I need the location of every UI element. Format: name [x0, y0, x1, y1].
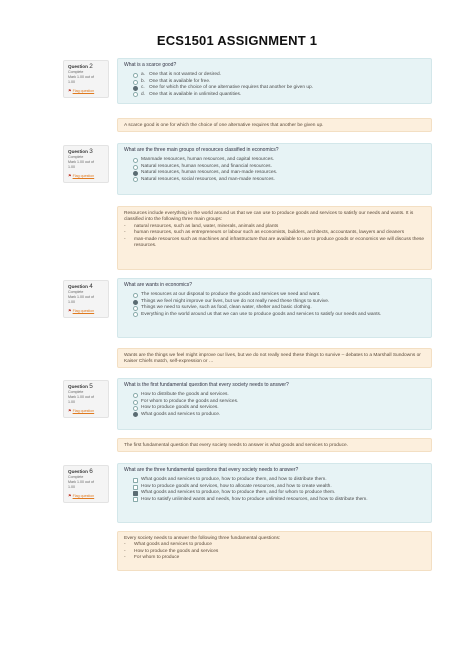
feedback-bullet: - human resources, such as entrepreneurs or labour such as economists, builders, architects, accountants, lawyers and cleaners — [124, 230, 405, 236]
answer-option[interactable]: Natural resources, social resources, and man-made resources. — [133, 177, 425, 183]
flag-icon: ⚑ — [68, 87, 72, 93]
radio-button[interactable] — [133, 400, 138, 405]
question-state: Complete — [68, 290, 84, 294]
question-number: 2 — [89, 63, 93, 70]
question-state: Complete — [68, 155, 84, 159]
question-panel — [117, 143, 432, 195]
question-text: What is a scarce good? — [124, 62, 177, 68]
answer-option[interactable]: Natural resources, human resources, and financial resources. — [133, 164, 425, 170]
flag-icon: ⚑ — [68, 407, 72, 413]
radio-button[interactable] — [133, 73, 138, 78]
feedback-panel — [117, 348, 432, 368]
answer-option[interactable]: b. One that is available for free. — [133, 79, 425, 85]
question-max-mark: 1.00 — [68, 300, 75, 305]
flag-question-link[interactable]: ⚑ Flag question — [68, 307, 95, 313]
question-state: Complete — [68, 70, 84, 74]
feedback-text: Wants are the things we feel might improve our lives, but we do not really need these things to survive – debates to a Marshall Sundowns or Kaiser Chiefs match, self-expression or … — [124, 353, 421, 365]
feedback-bullet: - What goods and services to produce — [124, 542, 212, 548]
question-info — [63, 145, 109, 183]
question-info — [63, 380, 109, 418]
radio-button[interactable] — [133, 306, 138, 311]
flag-question-link[interactable]: ⚑ Flag question — [68, 172, 95, 178]
answer-option[interactable]: c. One for which the choice of one alternative requires that another be given up. — [133, 85, 425, 91]
question-info — [63, 280, 109, 318]
question-number: 4 — [89, 283, 93, 290]
question-mark: Mark 1.00 out of — [68, 160, 94, 165]
flag-question-link[interactable]: ⚑ Flag question — [68, 87, 95, 93]
question-text: What is the first fundamental question that every society needs to answer? — [124, 382, 289, 388]
feedback-bullet: - natural resources, such as land, water, minerals, animals and plants — [124, 223, 279, 229]
flag-question-link[interactable]: ⚑ Flag question — [68, 492, 95, 498]
feedback-text: The first fundamental question that every society needs to answer is what goods and services to produce. — [124, 443, 348, 448]
question-label: Question — [68, 64, 88, 69]
radio-button[interactable] — [133, 86, 138, 91]
radio-button[interactable] — [133, 80, 138, 85]
feedback-panel — [117, 438, 432, 452]
feedback-bullet: - For whom to produce — [124, 555, 180, 561]
answer-option[interactable]: How to distribute the goods and services. — [133, 392, 425, 398]
answer-option[interactable]: What goods and services to produce, how to produce them, and for whom to produce them. — [133, 490, 425, 496]
feedback-bullet: - How to produce the goods and services — [124, 548, 219, 554]
feedback-text: A scarce good is one for which the choice of one alternative requires that another be given up. — [124, 123, 324, 128]
question-panel — [117, 378, 432, 430]
question-max-mark: 1.00 — [68, 400, 75, 405]
question-mark: Mark 1.00 out of — [68, 480, 94, 485]
answer-option[interactable]: For whom to produce the goods and services. — [133, 399, 425, 405]
question-label: Question — [68, 469, 88, 474]
radio-button[interactable] — [133, 293, 138, 298]
flag-icon: ⚑ — [68, 492, 72, 498]
feedback-text: Every society needs to answer the following three fundamental questions: — [124, 536, 281, 541]
answer-option[interactable]: The resources at our disposal to produce the goods and services we need and want. — [133, 292, 425, 298]
checkbox[interactable] — [133, 497, 138, 502]
radio-button[interactable] — [133, 300, 138, 305]
radio-button[interactable] — [133, 177, 138, 182]
radio-button[interactable] — [133, 158, 138, 163]
checkbox[interactable] — [133, 478, 138, 483]
radio-button[interactable] — [133, 312, 138, 317]
question-max-mark: 1.00 — [68, 165, 75, 170]
question-mark: Mark 1.00 out of — [68, 395, 94, 400]
flag-icon: ⚑ — [68, 307, 72, 313]
feedback-text: Resources include everything in the world around us that we can use to produce goods and services to satisfy our needs and wants. It is classified into the following three main groups: — [124, 211, 414, 223]
question-info — [63, 465, 109, 503]
question-panel — [117, 463, 432, 523]
question-label: Question — [68, 384, 88, 389]
question-info — [63, 60, 109, 98]
question-number: 3 — [89, 148, 93, 155]
radio-button[interactable] — [133, 165, 138, 170]
question-label: Question — [68, 284, 88, 289]
question-text: What are the three fundamental questions that every society needs to answer? — [124, 467, 299, 473]
question-text: What are the three main groups of resources classified in economics? — [124, 147, 279, 153]
document-title: ECS1501 ASSIGNMENT 1 — [156, 33, 318, 48]
question-label: Question — [68, 149, 88, 154]
checkbox[interactable] — [133, 485, 138, 490]
answer-option[interactable]: Natural resources, human resources, and man-made resources. — [133, 170, 425, 176]
answer-option[interactable]: Manmade resources, human resources, and capital resources. — [133, 157, 425, 163]
radio-button[interactable] — [133, 412, 138, 417]
flag-question-link[interactable]: ⚑ Flag question — [68, 407, 95, 413]
question-panel — [117, 278, 432, 338]
answer-option[interactable]: How to satisfy unlimited wants and needs, how to produce unlimited resources, and how to distribute them. — [133, 497, 425, 503]
feedback-panel — [117, 118, 432, 132]
radio-button[interactable] — [133, 406, 138, 411]
feedback-panel — [117, 531, 432, 571]
checkbox[interactable] — [133, 491, 138, 496]
question-panel — [117, 58, 432, 104]
answer-option[interactable]: How to produce goods and services, how to allocate resources, and how to create wealth. — [133, 484, 425, 490]
answer-option[interactable]: a. One that is not wanted or desired. — [133, 72, 425, 78]
answer-option[interactable]: What goods and services to produce. — [133, 412, 425, 418]
answer-option[interactable]: How to produce goods and services. — [133, 405, 425, 411]
answer-option[interactable]: d. One that is available in unlimited quantities. — [133, 92, 425, 98]
answer-option[interactable]: Everything in the world around us that we can use to produce goods and services to satisfy our needs and wants. — [133, 312, 425, 318]
flag-icon: ⚑ — [68, 172, 72, 178]
radio-button[interactable] — [133, 393, 138, 398]
question-mark: Mark 1.00 out of — [68, 295, 94, 300]
feedback-bullet: - man-made resources such as machines and infrastructure that are available to use to produce goods or economics we will discuss these resources. — [124, 236, 425, 249]
feedback-panel — [117, 206, 432, 270]
question-max-mark: 1.00 — [68, 485, 75, 490]
answer-option[interactable]: Things we need to survive, such as food, clean water, shelter and basic clothing. — [133, 305, 425, 311]
answer-option[interactable]: What goods and services to produce, how to produce them, and how to distribute them. — [133, 477, 425, 483]
question-state: Complete — [68, 475, 84, 479]
radio-button[interactable] — [133, 92, 138, 97]
answer-option[interactable]: Things we feel might improve our lives, but we do not really need these things to survive. — [133, 299, 425, 305]
radio-button[interactable] — [133, 171, 138, 176]
question-mark: Mark 1.00 out of — [68, 75, 94, 80]
question-number: 5 — [89, 383, 93, 390]
question-text: What are wants in economics? — [124, 282, 193, 288]
question-max-mark: 1.00 — [68, 80, 75, 85]
question-state: Complete — [68, 390, 84, 394]
question-number: 6 — [89, 468, 93, 475]
